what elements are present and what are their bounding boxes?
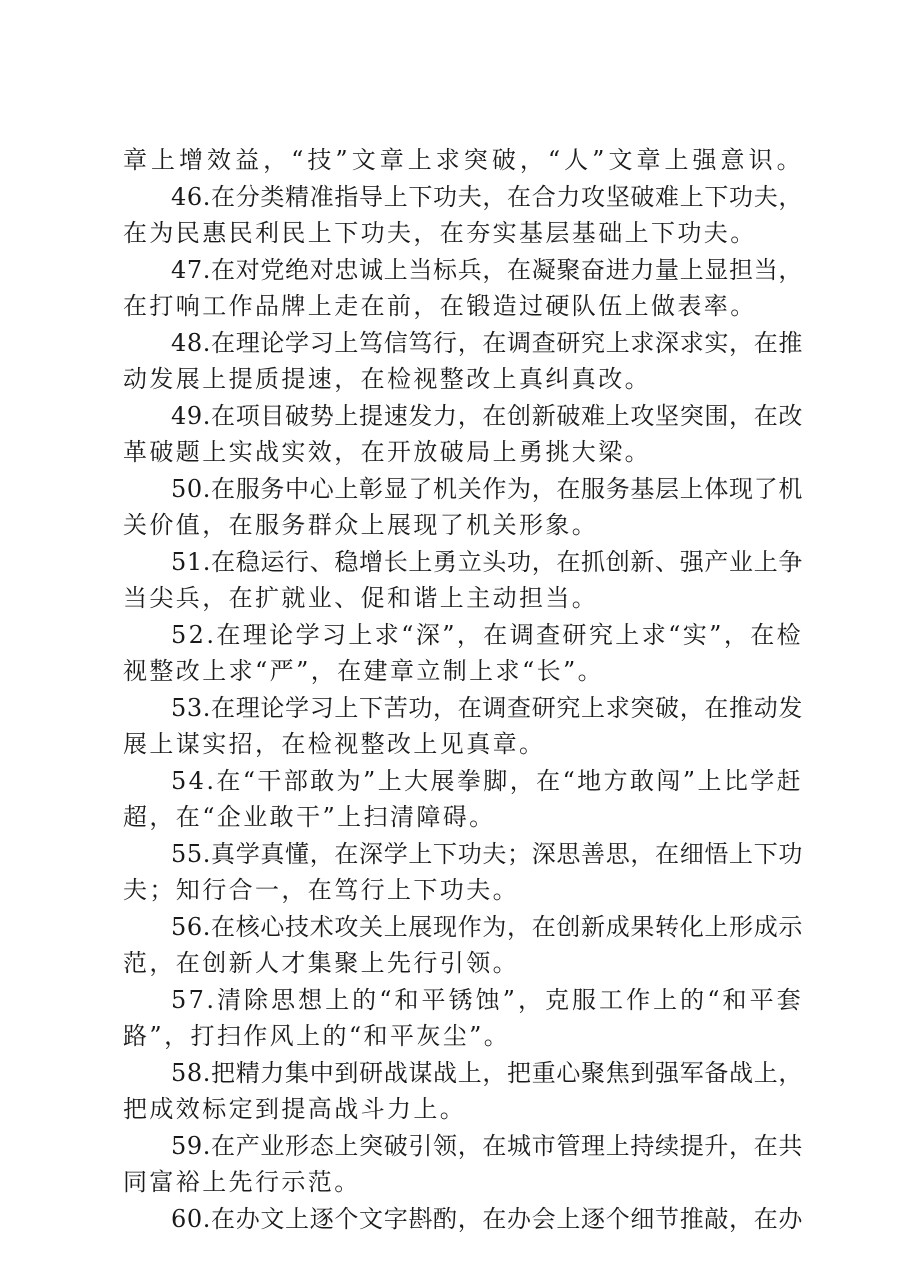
text-line: 把成效标定到提高战斗力上。	[123, 1095, 467, 1123]
text-line: 55.真学真懂，在深学上下功夫；深思善思，在细悟上下功	[171, 839, 803, 868]
text-line: 路”，打扫作风上的“和平灰尘”。	[123, 1022, 511, 1050]
document-body	[123, 142, 803, 1237]
text-line: 视整改上求“严”，在建章立制上求“长”。	[123, 657, 605, 685]
text-line: 展上谋实招，在检视整改上见真章。	[123, 730, 546, 758]
paragraph-57	[123, 982, 803, 1055]
paragraph-58	[123, 1055, 803, 1128]
text-line: 57.清除思想上的“和平锈蚀”，克服工作上的“和平套	[171, 985, 803, 1014]
text-line: 范，在创新人才集聚上先行引领。	[123, 949, 519, 977]
text-line: 50.在服务中心上彰显了机关作为，在服务基层上体现了机	[171, 474, 803, 503]
paragraph-60	[123, 1201, 803, 1238]
paragraph-49	[123, 398, 803, 471]
text-line: 夫；知行合一，在笃行上下功夫。	[123, 876, 519, 904]
paragraph-52	[123, 617, 803, 690]
text-line: 47.在对党绝对忠诚上当标兵，在凝聚奋进力量上显担当，	[171, 255, 803, 284]
text-line: 46.在分类精准指导上下功夫，在合力攻坚破难上下功夫，	[171, 182, 803, 211]
paragraph-continuation	[123, 142, 803, 179]
text-line: 超，在“企业敢干”上扫清障碍。	[123, 803, 496, 831]
text-line: 当尖兵，在扩就业、促和谐上主动担当。	[123, 584, 599, 612]
paragraph-51	[123, 544, 803, 617]
text-line: 52.在理论学习上求“深”，在调查研究上求“实”，在检	[171, 620, 804, 649]
text-line: 53.在理论学习上下苦功，在调查研究上求突破，在推动发	[171, 693, 803, 722]
text-line: 同富裕上先行示范。	[123, 1168, 361, 1196]
text-line: 59.在产业形态上突破引领，在城市管理上持续提升，在共	[171, 1131, 803, 1160]
paragraph-53	[123, 690, 803, 763]
paragraph-48	[123, 325, 803, 398]
text-line: 在为民惠民利民上下功夫，在夯实基层基础上下功夫。	[123, 219, 757, 247]
text-line: 54.在“干部敢为”上大展拳脚，在“地方敢闯”上比学赶	[171, 766, 804, 795]
paragraph-47	[123, 252, 803, 325]
paragraph-59	[123, 1128, 803, 1201]
text-line: 58.把精力集中到研战谋战上，把重心聚焦到强军备战上，	[171, 1058, 803, 1087]
text-line: 革破题上实战实效，在开放破局上勇挑大梁。	[123, 438, 651, 466]
paragraph-50	[123, 471, 803, 544]
text-line: 60.在办文上逐个文字斟酌，在办会上逐个细节推敲，在办	[171, 1204, 803, 1233]
text-line: 动发展上提质提速，在检视整改上真纠真改。	[123, 365, 651, 393]
text-line: 章上增效益，“技”文章上求突破，“人”文章上强意识。	[123, 146, 803, 174]
text-line: 在打响工作品牌上走在前，在锻造过硬队伍上做表率。	[123, 292, 757, 320]
text-line: 56.在核心技术攻关上展现作为，在创新成果转化上形成示	[171, 912, 803, 941]
paragraph-46	[123, 179, 803, 252]
text-line: 关价值，在服务群众上展现了机关形象。	[123, 511, 599, 539]
text-line: 51.在稳运行、稳增长上勇立头功，在抓创新、强产业上争	[171, 547, 803, 576]
paragraph-56	[123, 909, 803, 982]
paragraph-55	[123, 836, 803, 909]
paragraph-54	[123, 763, 803, 836]
text-line: 49.在项目破势上提速发力，在创新破难上攻坚突围，在改	[171, 401, 803, 430]
text-line: 48.在理论学习上笃信笃行，在调查研究上求深求实，在推	[171, 328, 803, 357]
